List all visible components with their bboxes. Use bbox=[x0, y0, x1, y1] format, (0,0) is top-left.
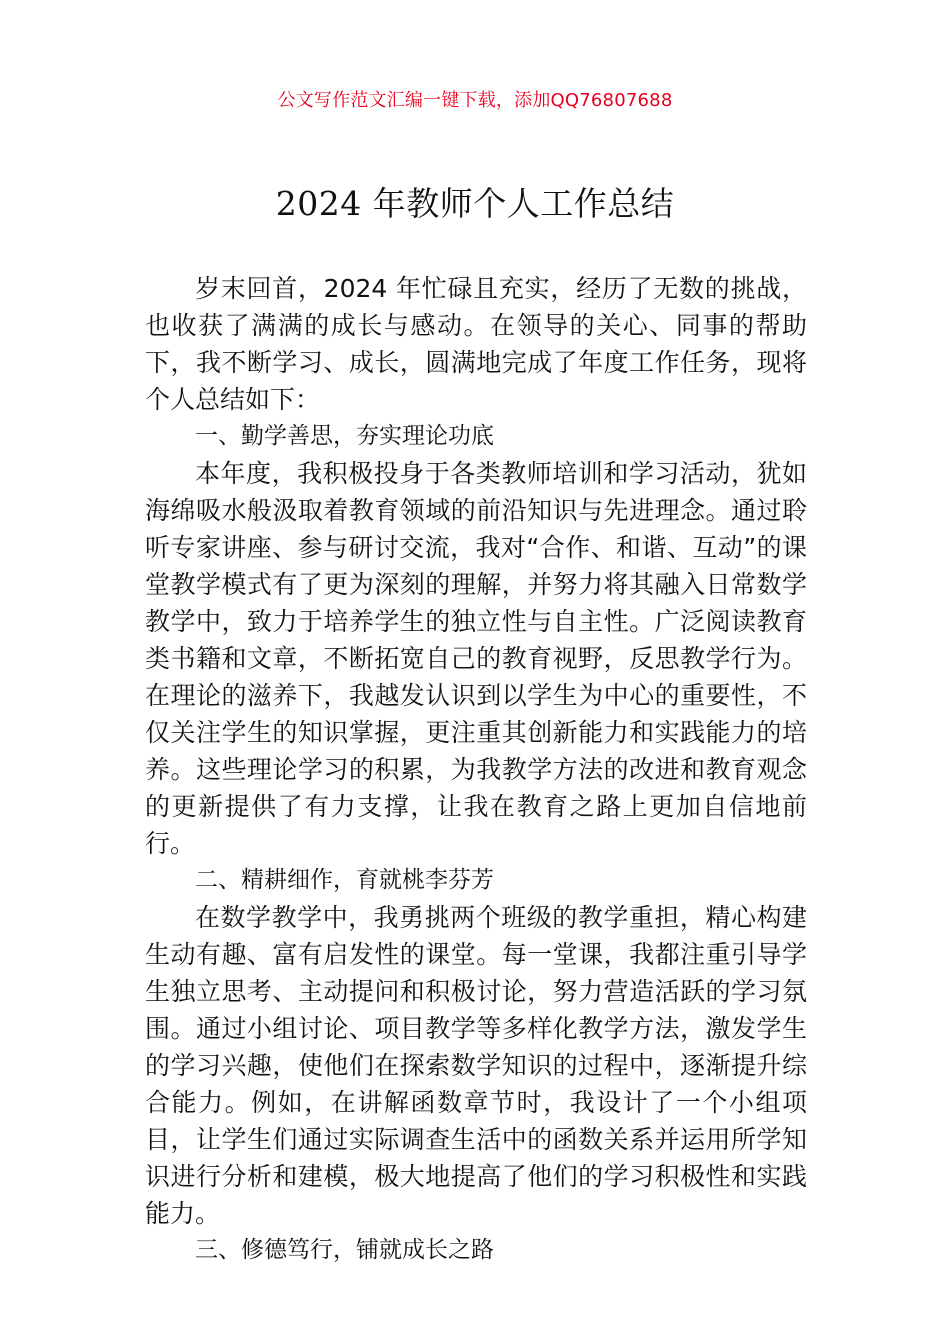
intro-paragraph: 岁末回首，2024 年忙碌且充实，经历了无数的挑战，也收获了满满的成长与感动。在领导的关心、同事的帮助下，我不断学习、成长，圆满地完成了年度工作任务，现将个人总结如下： bbox=[145, 274, 807, 414]
section-heading-1: 一、勤学善思，夯实理论功底 bbox=[195, 423, 494, 449]
section-2-paragraph: 在数学教学中，我勇挑两个班级的教学重担，精心构建生动有趣、富有启发性的课堂。每一堂课，我都注重引导学生独立思考、主动提问和积极讨论，努力营造活跃的学习氛围。通过小组讨论、项目教学等多样化教学方法，激发学生的学习兴趣，使他们在探索数学知识的过程中，逐渐提升综合能力。例如，在讲解函数章节时，我设计了一个小组项目，让学生们通过实际调查生活中的函数关系并运用所学知识进行分析和建模，极大地提高了他们的学习积极性和实践能力。 bbox=[145, 903, 807, 1228]
section-heading-2: 二、精耕细作，育就桃李芬芳 bbox=[195, 867, 494, 893]
section-heading-3: 三、修德笃行，铺就成长之路 bbox=[195, 1237, 494, 1263]
document-title: 2024 年教师个人工作总结 bbox=[275, 184, 675, 223]
document-body bbox=[145, 270, 807, 1269]
section-1-paragraph: 本年度，我积极投身于各类教师培训和学习活动，犹如海绵吸水般汲取着教育领域的前沿知识与先进理念。通过聆听专家讲座、参与研讨交流，我对“合作、和谐、互动”的课堂教学模式有了更为深刻的理解，并努力将其融入日常数学教学中，致力于培养学生的独立性与自主性。广泛阅读教育类书籍和文章，不断拓宽自己的教育视野，反思教学行为。在理论的滋养下，我越发认识到以学生为中心的重要性，不仅关注学生的知识掌握，更注重其创新能力和实践能力的培养。这些理论学习的积累，为我教学方法的改进和教育观念的更新提供了有力支撑，让我在教育之路上更加自信地前行。 bbox=[145, 459, 807, 858]
header-promo-note: 公文写作范文汇编一键下载，添加QQ76807688 bbox=[277, 90, 673, 111]
